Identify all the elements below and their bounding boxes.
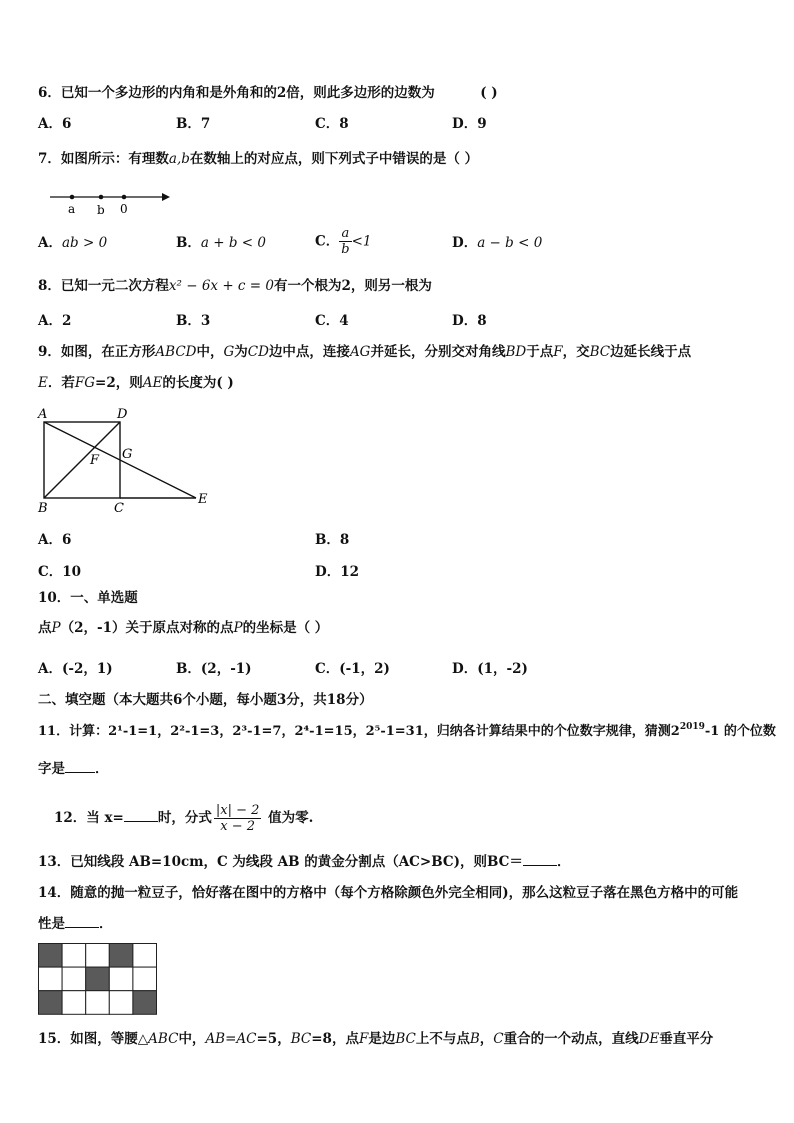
q15-v-tri: △ABC xyxy=(137,1031,179,1047)
q7-a-expr: ab > 0 xyxy=(61,235,108,251)
q15-t5: 是边 xyxy=(368,1031,396,1047)
grid-cell-dark xyxy=(109,944,133,968)
q13-stem xyxy=(38,853,570,871)
q9-v-e: E xyxy=(38,375,48,391)
grid-cell-light xyxy=(109,991,133,1015)
label-a: A xyxy=(38,407,48,422)
q11-text: 11．计算：2¹-1=1，2²-1=3，2³-1=7，2⁴-1=15，2⁵-1=31，归纳各计算结果中的个位数字规律，猜测2 xyxy=(38,724,680,739)
q12-post: 值为零. xyxy=(263,810,314,826)
q15-t9: 垂直平分 xyxy=(659,1031,714,1047)
q10-stem xyxy=(38,619,328,637)
q9-t1: 9．如图，在正方形 xyxy=(38,344,156,360)
q15-stem xyxy=(38,1030,713,1048)
grid-cell-dark xyxy=(39,991,63,1015)
q10-option-d[interactable]: D．(1，-2) xyxy=(452,661,528,677)
q10-t2: （2，-1）关于原点对称的点 xyxy=(60,620,234,636)
q8-stem-post: 有一个根为2，则另一根为 xyxy=(273,278,432,294)
q14-grid-figure xyxy=(38,943,158,1015)
q14-line2-end: ． xyxy=(99,916,113,932)
q9-t9: ．若 xyxy=(47,375,75,391)
q8-option-c[interactable]: C．4 xyxy=(315,313,349,329)
q12-fraction xyxy=(214,803,262,834)
q7-option-b[interactable] xyxy=(176,234,266,252)
q10-option-b[interactable]: B．(2，-1) xyxy=(176,661,252,677)
q7-c-den: b xyxy=(341,242,350,257)
q7-number-line xyxy=(48,188,178,218)
q12-pre: 12．当 x= xyxy=(54,810,124,826)
q10-option-c[interactable]: C．(-1，2) xyxy=(315,661,390,677)
q9-option-d[interactable]: D．12 xyxy=(315,564,359,580)
grid-cell-light xyxy=(62,944,86,968)
q15-v-f: F xyxy=(358,1031,369,1047)
q12-mid: 时，分式 xyxy=(157,810,212,826)
label-f: F xyxy=(90,453,100,468)
q12-answer-blank[interactable] xyxy=(124,809,158,822)
section-fill-in-title: 二、填空题（本大题共6个小题，每小题3分，共18分） xyxy=(38,692,373,708)
q7-a-letter: A． xyxy=(38,235,62,251)
q15-t7: ， xyxy=(479,1031,494,1047)
q7-option-a[interactable] xyxy=(38,234,107,252)
q15-t2: 中， xyxy=(178,1031,206,1047)
grid-cell-light xyxy=(86,991,110,1015)
q9-t11: 的长度为( ) xyxy=(162,375,234,391)
q15-t8: 重合的一个动点，直线 xyxy=(503,1031,639,1047)
q15-t1: 15．如图，等腰 xyxy=(38,1031,138,1047)
q11-answer-blank[interactable] xyxy=(65,760,95,773)
q9-t6: 于点 xyxy=(526,344,554,360)
q6-option-c[interactable]: C．8 xyxy=(315,116,349,132)
q15-v-eq2: BC xyxy=(290,1031,312,1047)
q9-t2: 中， xyxy=(196,344,224,360)
q9-v-bd: BD xyxy=(505,344,527,360)
q11-line1 xyxy=(38,723,776,741)
q15-v-eq1: AB=AC xyxy=(205,1031,257,1047)
grid-cell-light xyxy=(86,944,110,968)
q10-v-p: P xyxy=(51,620,61,636)
q15-v-c: C xyxy=(493,1031,504,1047)
q15-v-b: B xyxy=(469,1031,480,1047)
q6-option-d[interactable]: D．9 xyxy=(452,116,487,132)
grid-cell-light xyxy=(39,967,63,991)
q9-v-abcd: ABCD xyxy=(155,344,197,360)
q9-t5: 并延长，分别交对角线 xyxy=(370,344,506,360)
q9-stem-line1 xyxy=(38,343,691,361)
grid-cell-light xyxy=(109,967,133,991)
numberline-label-b: b xyxy=(97,203,105,217)
q7-stem-post: 在数轴上的对应点，则下列式子中错误的是（ ） xyxy=(189,151,479,167)
q9-option-c[interactable]: C．10 xyxy=(38,564,82,580)
q10-t1: 点 xyxy=(38,620,52,636)
grid-cell-dark xyxy=(86,967,110,991)
q9-v-ae: AE xyxy=(142,375,163,391)
q7-d-expr: a − b < 0 xyxy=(477,235,543,251)
q6-stem-text: 6．已知一个多边形的内角和是外角和的2倍，则此多边形的边数为 xyxy=(38,85,435,101)
q15-t6: 上不与点 xyxy=(415,1031,470,1047)
q7-c-letter: C． xyxy=(315,233,340,250)
grid-cell-dark xyxy=(133,991,157,1015)
q13-end: ． xyxy=(556,854,571,870)
q9-v-f: F xyxy=(553,344,563,360)
q9-v-cd: CD xyxy=(247,344,269,360)
q9-v-bc: BC xyxy=(589,344,611,360)
q9-t10: =2，则 xyxy=(95,375,143,391)
q6-paren: ( ) xyxy=(480,85,498,101)
label-d: D xyxy=(117,407,128,422)
q9-option-b[interactable]: B．8 xyxy=(315,532,350,548)
q14-line1: 14．随意的抛一粒豆子，恰好落在图中的方格中（每个方格除颜色外完全相同)，那么这粒豆子落在黑色方格中的可能 xyxy=(38,885,739,901)
label-e: E xyxy=(198,492,208,507)
q10-title: 10．一、单选题 xyxy=(38,590,138,606)
q7-c-rel: <1 xyxy=(351,233,372,250)
q7-option-d[interactable] xyxy=(452,234,542,252)
q9-stem-line2 xyxy=(38,374,234,392)
q12-num: |x| − 2 xyxy=(215,803,260,818)
q7-option-c[interactable] xyxy=(315,226,371,257)
q15-t3: =5， xyxy=(256,1031,291,1047)
grid-cell-light xyxy=(62,967,86,991)
numberline-label-a: a xyxy=(68,202,76,216)
q7-stem-pre: 7．如图所示：有理数 xyxy=(38,151,169,167)
grid-cell-light xyxy=(62,991,86,1015)
q10-t3: 的坐标是（ ） xyxy=(242,620,329,636)
q11-line2-end: ． xyxy=(95,761,109,777)
q7-stem-vars: a,b xyxy=(168,151,190,167)
q9-t4: 边中点，连接 xyxy=(268,344,350,360)
q6-option-a[interactable]: A．6 xyxy=(38,116,72,132)
q7-stem xyxy=(38,150,478,168)
label-b: B xyxy=(38,501,48,516)
q8-option-a[interactable]: A．2 xyxy=(38,313,72,329)
q9-t8: 边延长线于点 xyxy=(610,344,692,360)
q14-answer-blank[interactable] xyxy=(65,915,99,928)
q8-stem xyxy=(38,277,432,295)
q9-t3: 为 xyxy=(234,344,248,360)
q9-v-fg: FG xyxy=(74,375,96,391)
q11-exponent: 2019 xyxy=(679,722,705,732)
grid-cell-dark xyxy=(39,944,63,968)
grid-cell-light xyxy=(133,967,157,991)
q10-v-p2: P xyxy=(233,620,243,636)
q7-b-expr: a + b < 0 xyxy=(200,235,266,251)
q10-option-a[interactable]: A．(-2，1) xyxy=(38,661,113,677)
label-c: C xyxy=(114,501,124,516)
q13-answer-blank[interactable] xyxy=(523,853,557,866)
q7-c-fraction xyxy=(339,226,351,257)
grid-cell-light xyxy=(133,944,157,968)
q7-c-num: a xyxy=(339,226,351,242)
q15-v-de: DE xyxy=(638,1031,660,1047)
numberline-label-zero: 0 xyxy=(120,202,128,216)
q7-d-letter: D． xyxy=(452,235,478,251)
q8-option-d[interactable]: D．8 xyxy=(452,313,487,329)
q8-stem-pre: 8．已知一元二次方程 xyxy=(38,278,169,294)
q8-equation: x² − 6x + c = 0 xyxy=(168,278,274,294)
q8-option-b[interactable]: B．3 xyxy=(176,313,211,329)
label-g: G xyxy=(122,447,133,462)
q11-tail: -1 的个位数 xyxy=(704,724,776,739)
q13-text: 13．已知线段 AB=10cm，C 为线段 AB 的黄金分割点（AC>BC)，则BC＝ xyxy=(38,854,523,870)
q15-v-bc: BC xyxy=(395,1031,416,1047)
q9-t7: ，交 xyxy=(562,344,590,360)
q11-line2-text: 字是 xyxy=(38,761,65,777)
q9-v-g: G xyxy=(223,344,235,360)
q14-line2 xyxy=(38,915,113,933)
q9-square-figure xyxy=(34,404,214,516)
q6-option-b[interactable]: B．7 xyxy=(176,116,211,132)
q6-stem xyxy=(38,84,498,102)
q15-t4: =8，点 xyxy=(311,1031,359,1047)
q7-b-letter: B． xyxy=(176,235,201,251)
q9-v-ag: AG xyxy=(349,344,371,360)
q12-den: x − 2 xyxy=(220,819,255,834)
q9-option-a[interactable]: A．6 xyxy=(38,532,72,548)
q14-line2-text: 性是 xyxy=(38,916,65,932)
q12-stem xyxy=(54,798,313,838)
q11-line2 xyxy=(38,760,109,778)
